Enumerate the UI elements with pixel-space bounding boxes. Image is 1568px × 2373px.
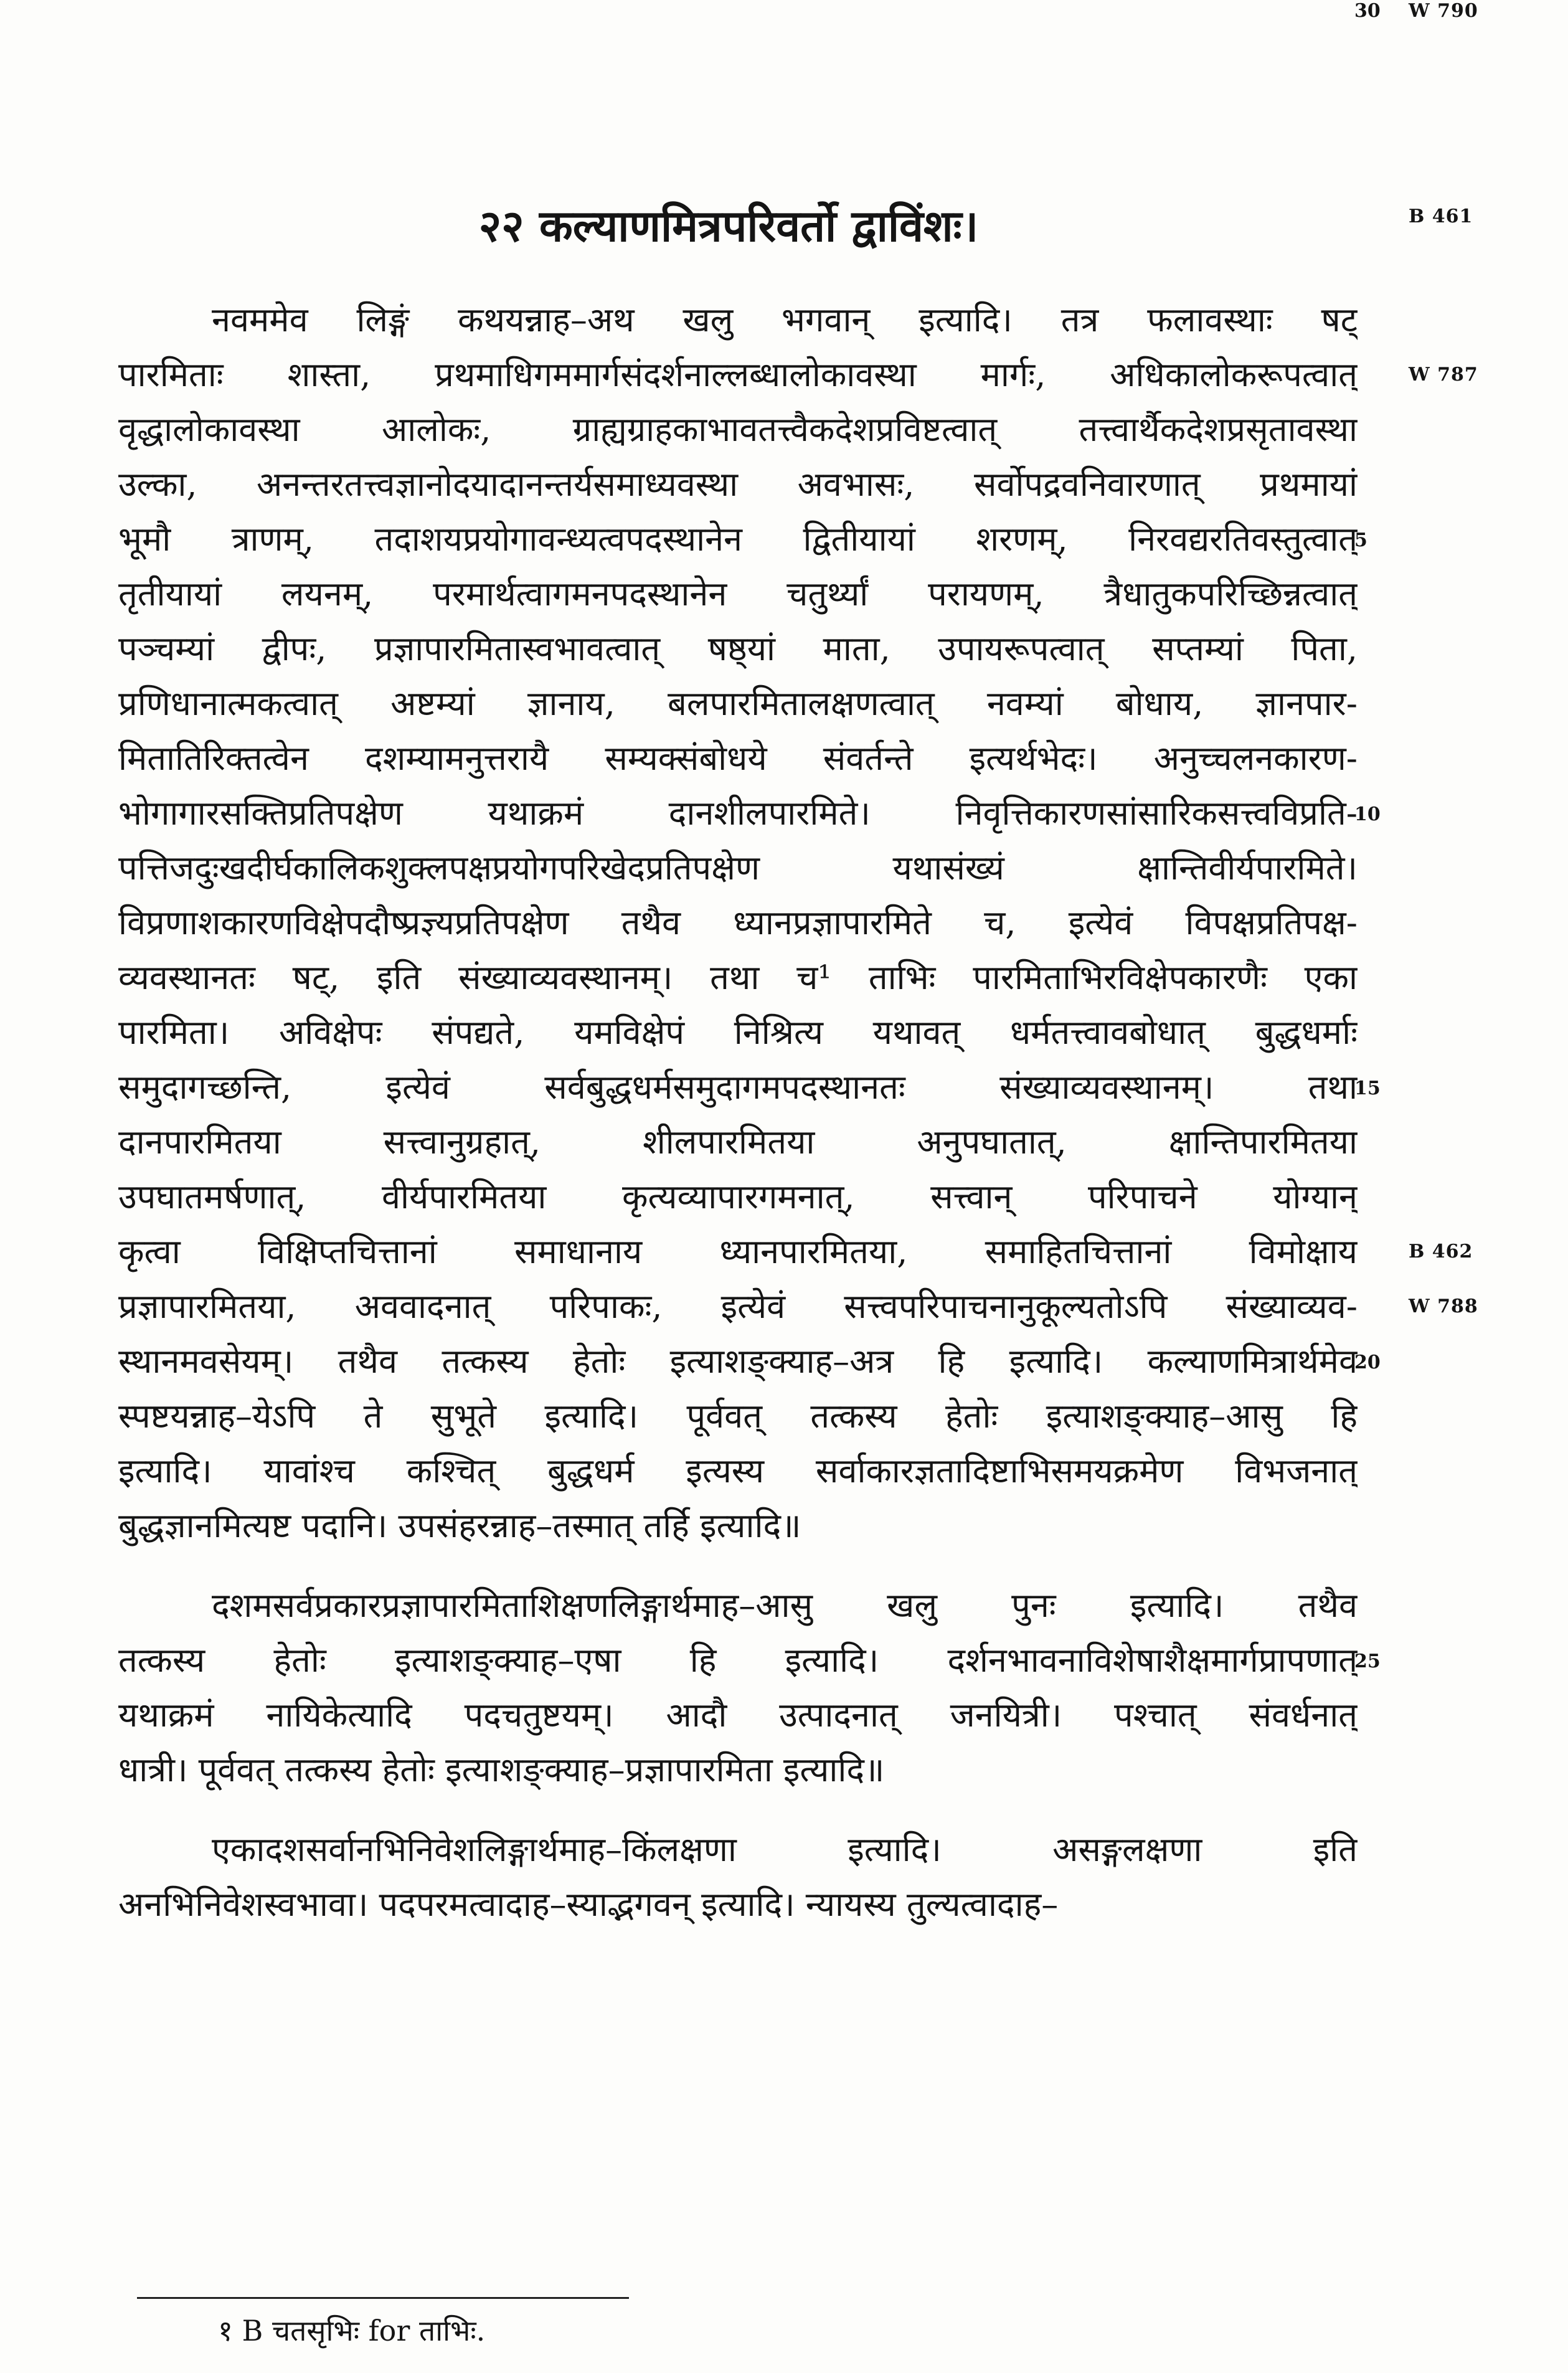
paragraph [118, 1578, 1358, 1798]
footnote: १ B चतसृभिः for ताभिः. [218, 2314, 486, 2347]
text-line: दानपारमितया सत्त्वानुग्रहात्, शीलपारमितया अनुपघातात्, क्षान्तिपारमितया [118, 1122, 1358, 1162]
text-line: तृतीयायां लयनम्, परमार्थत्वागमनपदस्थानेन चतुर्थ्यां परायणम्, त्रैधातुकपरिच्छिन्नत्वात् [118, 574, 1358, 613]
line-number: 20 [1354, 1352, 1381, 1373]
text-line: प्रज्ञापारमितया, अववादनात् परिपाकः, इत्येवं सत्त्वपरिपाचनानुकूल्यतोऽपि संख्याव्यव- [118, 1287, 1358, 1326]
text-line: पत्तिजदुःखदीर्घकालिकशुक्लपक्षप्रयोगपरिखेदप्रतिपक्षेण यथासंख्यं क्षान्तिवीर्यपारमिते। [118, 848, 1358, 888]
margin-reference: W 790 [1409, 0, 1478, 22]
line-number: 5 [1354, 529, 1367, 551]
text-line: विप्रणाशकारणविक्षेपदौष्प्रज्ञ्यप्रतिपक्षेण तथैव ध्यानप्रज्ञापारमिते च, इत्येवं विपक्षप्रतिपक्ष- [118, 903, 1358, 942]
text-line: वृद्धालोकावस्था आलोकः, ग्राह्यग्राहकाभावतत्त्वैकदेशप्रविष्टत्वात् तत्त्वार्थैकदेशप्रसृतावस्था [118, 410, 1358, 449]
text-line: प्रणिधानात्मकत्वात् अष्टम्यां ज्ञानाय, बलपारमितालक्षणत्वात् नवम्यां बोधाय, ज्ञानपार- [118, 684, 1358, 723]
text-line: इत्यादि। यावांश्च कश्चित् बुद्धधर्म इत्यस्य सर्वाकारज्ञतादिष्टाभिसमयक्रमेण विभजनात् [118, 1451, 1358, 1490]
text-line: तत्कस्य हेतोः इत्याशङ्क्याह–एषा हि इत्यादि। दर्शनभावनाविशेषाशैक्षमार्गप्रापणात् [118, 1641, 1358, 1680]
paragraph [118, 1822, 1358, 1932]
text-line: धात्री। पूर्ववत् तत्कस्य हेतोः इत्याशङ्क्याह–प्रज्ञापारमिता इत्यादि॥ [118, 1750, 885, 1789]
margin-reference: B 461 [1409, 206, 1473, 227]
text-line: स्थानमवसेयम्। तथैव तत्कस्य हेतोः इत्याशङ्क्याह–अत्र हि इत्यादि। कल्याणमित्रार्थमेव [118, 1342, 1358, 1381]
text-line: उपघातमर्षणात्, वीर्यपारमितया कृत्यव्यापारगमनात्, सत्त्वान् परिपाचने योग्यान् [118, 1177, 1358, 1216]
text-line: यथाक्रमं नायिकेत्यादि पदचतुष्टयम्। आदौ उत्पादनात् जनयित्री। पश्चात् संवर्धनात् [118, 1695, 1358, 1735]
margin-reference: W 788 [1409, 1295, 1478, 1317]
text-line: अनभिनिवेशस्वभावा। पदपरमत्वादाह–स्याद्भगवन् इत्यादि। न्यायस्य तुल्यत्वादाह– [118, 1885, 1059, 1924]
margin-reference: W 787 [1409, 364, 1478, 386]
text-line: पारमिताः शास्ता, प्रथमाधिगममार्गसंदर्शनाल्लब्धालोकावस्था मार्गः, अधिकालोकरूपत्वात् [118, 355, 1358, 394]
text-line: व्यवस्थानतः षट्, इति संख्याव्यवस्थानम्। तथा च¹ ताभिः पारमिताभिरविक्षेपकारणैः एका [118, 958, 1358, 997]
text-line: पारमिता। अविक्षेपः संपद्यते, यमविक्षेपं निश्रित्य यथावत् धर्मतत्त्वावबोधात् बुद्धधर्माः [118, 1013, 1358, 1052]
text-line: समुदागच्छन्ति, इत्येवं सर्वबुद्धधर्मसमुदागमपदस्थानतः संख्याव्यवस्थानम्। तथा [118, 1068, 1358, 1107]
footnote-rule [137, 2297, 629, 2299]
body-text [118, 293, 1358, 1932]
text-line: नवममेव लिङ्गं कथयन्नाह–अथ खलु भगवान् इत्यादि। तत्र फलावस्थाः षट् [212, 300, 1358, 339]
chapter-heading: २२ कल्याणमित्रपरिवर्तो द्वाविंशः। [478, 200, 979, 252]
line-number: 10 [1354, 803, 1381, 825]
line-number: 25 [1354, 1651, 1381, 1672]
text-line: एकादशसर्वानभिनिवेशलिङ्गार्थमाह–किंलक्षणा इत्यादि। असङ्गलक्षणा इति [212, 1830, 1358, 1869]
text-line: मितातिरिक्तत्वेन दशम्यामनुत्तरायै सम्यक्संबोधये संवर्तन्ते इत्यर्थभेदः। अनुच्चलनकारण- [118, 739, 1358, 778]
text-line: उल्का, अनन्तरतत्त्वज्ञानोदयादानन्तर्यसमाध्यवस्था अवभासः, सर्वोपद्रवनिवारणात् प्रथमायां [118, 465, 1358, 504]
text-line: पञ्चम्यां द्वीपः, प्रज्ञापारमितास्वभावत्वात् षष्ठ्यां माता, उपायरूपत्वात् सप्तम्यां पिता, [118, 629, 1358, 668]
text-line: कृत्वा विक्षिप्तचित्तानां समाधानाय ध्यानपारमितया, समाहितचित्तानां विमोक्षाय [118, 1232, 1358, 1271]
text-line: भोगागारसक्तिप्रतिपक्षेण यथाक्रमं दानशीलपारमिते। निवृत्तिकारणसांसारिकसत्त्वविप्रति- [118, 793, 1358, 833]
text-line: बुद्धज्ञानमित्यष्ट पदानि। उपसंहरन्नाह–तस्मात् तर्हि इत्यादि॥ [118, 1506, 801, 1545]
line-number: 15 [1354, 1078, 1381, 1099]
text-line: दशमसर्वप्रकारप्रज्ञापारमिताशिक्षणलिङ्गार्थमाह–आसु खलु पुनः इत्यादि। तथैव [212, 1586, 1358, 1625]
text-line: भूमौ त्राणम्, तदाशयप्रयोगावन्ध्यत्वपदस्थानेन द्वितीयायां शरणम्, निरवद्यरतिवस्तुत्वात् [118, 519, 1358, 559]
paragraph [118, 293, 1358, 1553]
text-line: स्पष्टयन्नाह–येऽपि ते सुभूते इत्यादि। पूर्ववत् तत्कस्य हेतोः इत्याशङ्क्याह–आसु हि [118, 1396, 1358, 1436]
paragraph-gap [118, 1798, 1358, 1822]
margin-reference: B 462 [1409, 1241, 1473, 1262]
paragraph-gap [118, 1553, 1358, 1578]
line-number: 30 [1354, 0, 1381, 22]
